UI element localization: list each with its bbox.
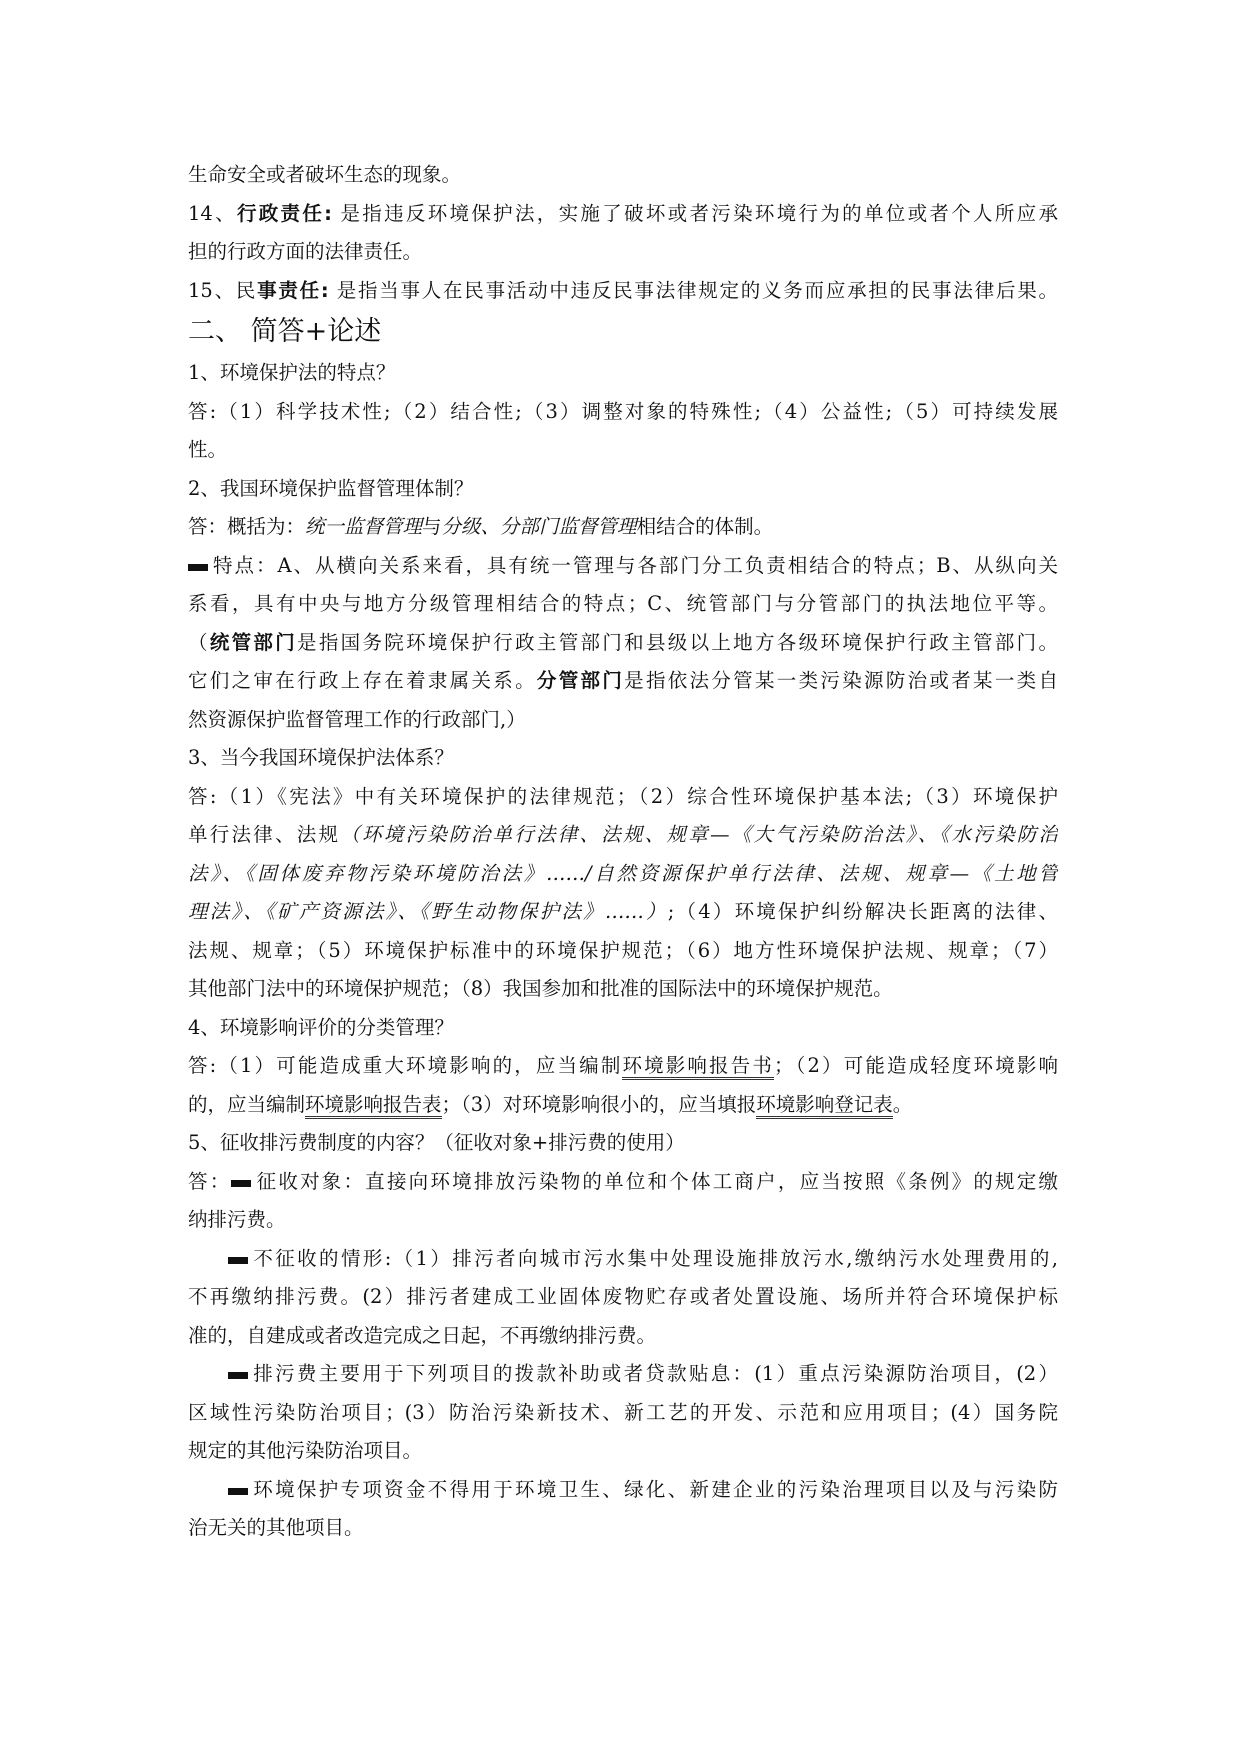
bullet-bar-icon xyxy=(228,1257,248,1264)
heading-text: 二、 简答+论述 xyxy=(188,316,382,347)
answer-line xyxy=(188,778,1058,817)
answer-line xyxy=(188,393,1058,432)
answer-text: ;（4）环境保护纠纷解决长距离的法律、 xyxy=(667,900,1058,923)
underlined-term: 环境影响登记表 xyxy=(756,1093,893,1119)
answer-line xyxy=(188,1394,1058,1433)
text: 担的行政方面的法律责任。 xyxy=(188,240,423,263)
answer-line xyxy=(188,431,1058,470)
answer-line xyxy=(188,585,1058,624)
answer-text: 然资源保护监督管理工作的行政部门,） xyxy=(188,707,526,731)
question-text: 4、环境影响评价的分类管理？ xyxy=(188,1015,454,1039)
answer-text: 排污费主要用于下列项目的拨款补助或者贷款贴息：(1）重点污染源防治项目，(2） xyxy=(251,1362,1058,1385)
answer-text: 不再缴纳排污费。(2）排污者建成工业固体废物贮存或者处置设施、场所并符合环境保护标 xyxy=(188,1285,1058,1308)
text-line xyxy=(188,156,1058,195)
definition-15 xyxy=(188,272,1058,311)
text: 生命安全或者破坏生态的现象。 xyxy=(188,163,462,186)
answer-line xyxy=(188,1317,1058,1356)
answer-line xyxy=(188,1201,1058,1240)
text-line xyxy=(188,233,1058,272)
answer-text: 法规、规章；（5）环境保护标准中的环境保护规范；（6）地方性环境保护法规、规章；（7） xyxy=(188,938,1058,962)
answer-text: 它们之审在行政上存在着隶属关系。 xyxy=(188,669,537,692)
answer-line xyxy=(188,508,1058,547)
question-text: 3、当今我国环境保护法体系？ xyxy=(188,746,454,769)
answer-text: 与 xyxy=(422,515,442,538)
italic-text: 理法》、《矿产资源法》、《野生动物保护法》……） xyxy=(188,900,668,923)
answer-text: 不征收的情形:（1）排污者向城市污水集中处理设施排放污水,缴纳污水处理费用的, xyxy=(251,1246,1058,1270)
bullet-bar-icon xyxy=(228,1488,248,1495)
answer-text: 其他部门法中的环境保护规范；（8）我国参加和批准的国际法中的环境保护规范。 xyxy=(188,977,893,1000)
answer-text: 答:（1）可能造成重大环境影响的，应当编制 xyxy=(188,1054,623,1077)
question-text: 5、征收排污费制度的内容？（征收对象+排污费的使用） xyxy=(188,1131,685,1154)
question-2 xyxy=(188,470,1058,509)
answer-line xyxy=(188,970,1058,1009)
answer-text: 环境保护专项资金不得用于环境卫生、绿化、新建企业的污染治理项目以及与污染防 xyxy=(251,1477,1058,1501)
item-number: 14、 xyxy=(188,201,237,225)
answer-text: 答： xyxy=(188,1169,232,1193)
answer-text: ；（3）对环境影响很小的，应当填报 xyxy=(441,1092,757,1116)
definition-14 xyxy=(188,195,1058,234)
definition-text: 是指违反环境保护法，实施了破坏或者污染环境行为的单位或者个人所应承 xyxy=(331,201,1058,225)
answer-line xyxy=(188,1047,1058,1086)
answer-text: 区域性污染防治项目；(3）防治污染新技术、新工艺的开发、示范和应用项目；(4）国务院 xyxy=(188,1400,1058,1424)
answer-line xyxy=(188,1355,1058,1394)
answer-line xyxy=(188,816,1058,855)
section-heading xyxy=(188,312,1058,352)
question-4 xyxy=(188,1009,1058,1048)
question-1 xyxy=(188,354,1058,393)
answer-line xyxy=(188,701,1058,740)
underlined-term: 环境影响报告表 xyxy=(305,1093,442,1119)
answer-text: 规定的其他污染防治项目。 xyxy=(188,1439,423,1462)
question-text: 2、我国环境保护监督管理体制？ xyxy=(188,476,474,500)
answer-line xyxy=(188,624,1058,663)
item-number: 15、民 xyxy=(188,278,258,302)
answer-text: 性。 xyxy=(188,438,228,461)
term-administrative-liability: 行政责任: xyxy=(236,201,332,225)
answer-text: ；（2）可能造成轻度环境影响 xyxy=(773,1054,1058,1077)
answer-line xyxy=(188,1240,1058,1279)
answer-text: 相结合的体制。 xyxy=(636,515,774,538)
question-5 xyxy=(188,1124,1058,1163)
answer-line xyxy=(188,1163,1058,1202)
question-3 xyxy=(188,739,1058,778)
answer-text: 是指国务院环境保护行政主管部门和县级以上地方各级环境保护行政主管部门。 xyxy=(297,630,1058,654)
bullet-bar-icon xyxy=(188,564,208,571)
answer-text: 答：概括为： xyxy=(188,515,306,538)
answer-text: 特点：A、从横向关系来看，具有统一管理与各部门分工负责相结合的特点；B、从纵向关 xyxy=(211,553,1058,577)
document-body xyxy=(188,156,1058,1548)
answer-line xyxy=(188,855,1058,894)
italic-text: （环境污染防治单行法律、法规、规章—《大气污染防治法》、《水污染防治 xyxy=(340,823,1058,846)
answer-text: 纳排污费。 xyxy=(188,1208,286,1231)
answer-text: 。 xyxy=(892,1092,913,1116)
answer-line xyxy=(188,1471,1058,1510)
italic-term: 分级、分部门监督管理 xyxy=(441,515,637,538)
bullet-bar-icon xyxy=(231,1180,251,1187)
term-central-department: 统管部门 xyxy=(209,630,298,654)
answer-line xyxy=(188,1278,1058,1317)
answer-text: 准的，自建成或者改造完成之日起，不再缴纳排污费。 xyxy=(188,1323,657,1347)
answer-text: 是指依法分管某一类污染源防治或者某一类自 xyxy=(624,669,1058,692)
answer-text: 的，应当编制 xyxy=(188,1092,306,1116)
answer-text: 治无关的其他项目。 xyxy=(188,1516,364,1539)
answer-line xyxy=(188,932,1058,971)
answer-text: 答:（1）科学技术性;（2）结合性;（3）调整对象的特殊性;（4）公益性;（5）可持续发展 xyxy=(188,399,1058,423)
underlined-term: 环境影响报告书 xyxy=(622,1054,774,1080)
answer-text: （ xyxy=(188,630,210,654)
italic-text: 法》、《固体废弃物污染环境防治法》……/自然资源保护单行法律、法规、规章—《土地管 xyxy=(188,861,1058,885)
answer-line xyxy=(188,893,1058,932)
answer-line xyxy=(188,1432,1058,1471)
term-civil-liability: 事责任: xyxy=(257,278,329,302)
answer-text: 系看，具有中央与地方分级管理相结合的特点；C、统管部门与分管部门的执法地位平等。 xyxy=(188,592,1058,615)
answer-line xyxy=(188,1086,1058,1125)
answer-line xyxy=(188,547,1058,586)
bullet-bar-icon xyxy=(228,1372,248,1379)
answer-text: 答:（1）《宪法》中有关环境保护的法律规范；（2）综合性环境保护基本法;（3）环境保护 xyxy=(188,784,1058,808)
question-text: 1、环境保护法的特点？ xyxy=(188,361,396,384)
term-branch-department: 分管部门 xyxy=(536,669,625,692)
italic-term: 统一监督管理 xyxy=(305,515,423,538)
definition-text: 是指当事人在民事活动中违反民事法律规定的义务而应承担的民事法律后果。 xyxy=(328,278,1058,302)
answer-line xyxy=(188,1509,1058,1548)
answer-text: 单行法律、法规 xyxy=(188,823,341,846)
answer-text: 征收对象：直接向环境排放污染物的单位和个体工商户，应当按照《条例》的规定缴 xyxy=(254,1169,1058,1193)
answer-line xyxy=(188,662,1058,701)
